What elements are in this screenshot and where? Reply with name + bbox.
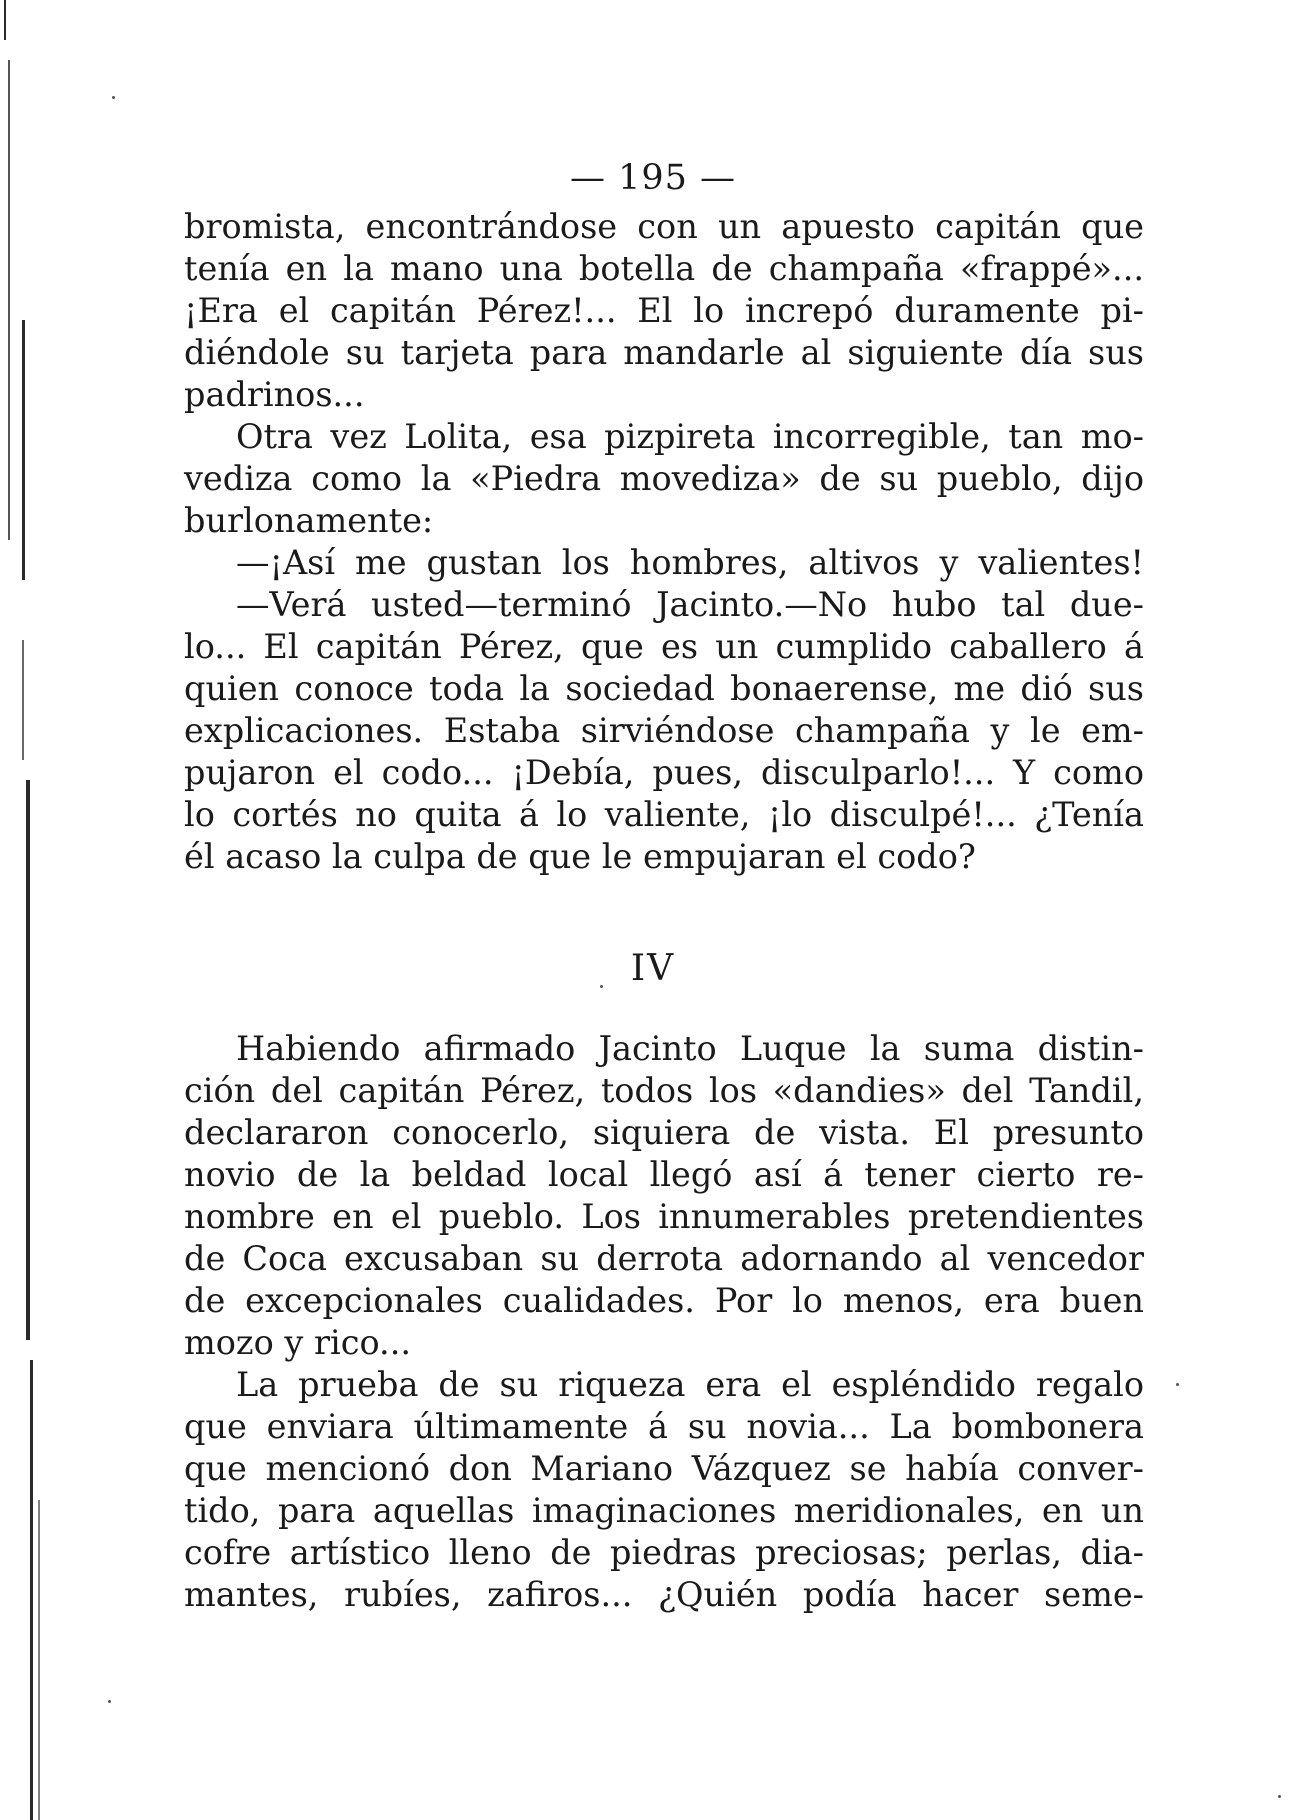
text-line: novio de la beldad local llegó así á tener cierto re- <box>184 1155 1144 1194</box>
text-line: lo... El capitán Pérez, que es un cumplido caballero á <box>184 627 1144 666</box>
paragraph-6 <box>184 1364 1144 1616</box>
text-line: ción del capitán Pérez, todos los «dandies» del Tandil, <box>184 1071 1144 1110</box>
text-line: declararon conocerlo, siquiera de vista. El presunto <box>184 1113 1144 1152</box>
text-line: que enviara últimamente á su novia... La bombonera <box>184 1407 1144 1446</box>
page-binding-edge <box>0 0 56 1820</box>
text-line: mozo y rico... <box>184 1323 411 1362</box>
text-line: padrinos... <box>184 375 365 414</box>
text-line: La prueba de su riqueza era el espléndido regalo <box>236 1365 1144 1404</box>
text-line: de excepcionales cualidades. Por lo menos, era buen <box>184 1281 1144 1320</box>
text-line: explicaciones. Estaba sirviéndose champaña y le em- <box>184 711 1144 750</box>
text-line: tido, para aquellas imaginaciones meridionales, en un <box>184 1491 1144 1530</box>
section-heading: IV <box>630 948 676 989</box>
scan-speck <box>112 96 115 99</box>
text-line: que mencionó don Mariano Vázquez se había conver- <box>184 1449 1144 1488</box>
text-line: Otra vez Lolita, esa pizpireta incorregible, tan mo- <box>236 417 1144 456</box>
text-line: quien conoce toda la sociedad bonaerense, me dió sus <box>184 669 1144 708</box>
text-line: —¡Así me gustan los hombres, altivos y valientes! <box>236 543 1144 582</box>
paragraph-5 <box>184 1028 1144 1364</box>
text-line: —Verá usted—terminó Jacinto.—No hubo tal due- <box>236 585 1144 624</box>
text-line: lo cortés no quita á lo valiente, ¡lo disculpé!... ¿Tenía <box>184 795 1144 834</box>
text-line: mantes, rubíes, zafiros... ¿Quién podía hacer seme- <box>184 1575 1144 1614</box>
text-line: nombre en el pueblo. Los innumerables pretendientes <box>184 1197 1144 1236</box>
page-number: — 195 — <box>569 158 737 198</box>
text-line: burlonamente: <box>184 501 434 540</box>
text-line: vediza como la «Piedra movediza» de su pueblo, dijo <box>184 459 1144 498</box>
scan-speck <box>1176 1383 1179 1386</box>
text-line: pujaron el codo... ¡Debía, pues, disculparlo!... Y como <box>184 753 1144 792</box>
text-line: de Coca excusaban su derrota adornando al vencedor <box>184 1239 1144 1278</box>
text-line: bromista, encontrándose con un apuesto capitán que <box>184 207 1144 246</box>
text-line: tenía en la mano una botella de champaña «frappé»... <box>184 249 1144 288</box>
paragraph-1 <box>184 206 1144 416</box>
text-line: él acaso la culpa de que le empujaran el codo? <box>184 837 976 876</box>
scan-speck <box>1278 1795 1281 1798</box>
scan-speck <box>600 985 603 988</box>
paragraph-4 <box>184 584 1144 878</box>
text-line: cofre artístico lleno de piedras preciosas; perlas, dia- <box>184 1533 1144 1572</box>
paragraph-3 <box>184 542 1144 584</box>
text-line: ¡Era el capitán Pérez!... El lo increpó duramente pi- <box>184 291 1144 330</box>
text-line: Habiendo afirmado Jacinto Luque la suma distin- <box>236 1029 1144 1068</box>
paragraph-2 <box>184 416 1144 542</box>
text-line: diéndole su tarjeta para mandarle al siguiente día sus <box>184 333 1144 372</box>
scan-speck <box>108 1700 111 1703</box>
